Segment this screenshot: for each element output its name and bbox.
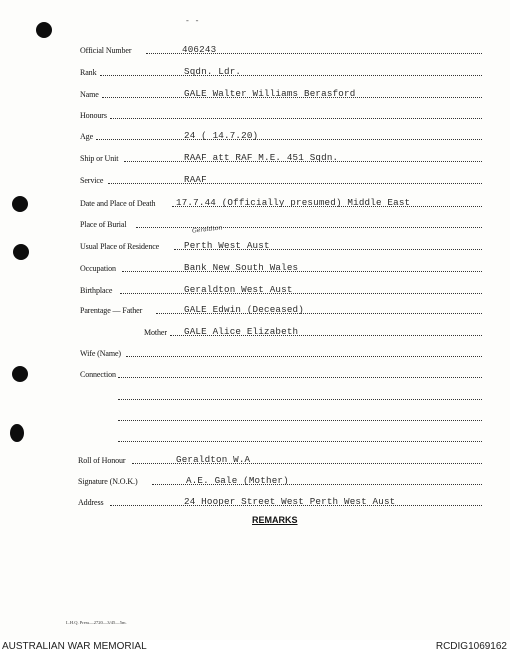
honours-label: Honours xyxy=(80,111,107,120)
field-birthplace xyxy=(80,282,482,296)
field-usual-residence xyxy=(80,238,482,252)
connection-line-4 xyxy=(118,430,482,444)
binder-hole-upper xyxy=(12,196,28,212)
binder-hole-top xyxy=(36,22,52,38)
age-value: 24 ( 14.7.20) xyxy=(184,130,259,141)
field-honours xyxy=(80,107,482,121)
field-official-number xyxy=(80,42,482,56)
field-roll-of-honour xyxy=(78,452,482,466)
birthplace-label: Birthplace xyxy=(80,286,113,295)
service-value: RAAF xyxy=(184,174,207,185)
mother-value: GALE Alice Elizabeth xyxy=(184,326,299,337)
rank-label: Rank xyxy=(80,68,97,77)
connection-line-2 xyxy=(118,388,482,402)
field-wife xyxy=(80,345,482,359)
field-place-of-burial xyxy=(80,216,482,230)
field-parentage-father xyxy=(80,302,482,316)
occupation-label: Occupation xyxy=(80,264,116,273)
printer-imprint: L.H.Q. Press—2720—3/45—5m. xyxy=(66,620,127,625)
field-address xyxy=(78,494,482,508)
binder-hole-bottom xyxy=(10,424,24,442)
footer-record-id: RCDIG1069162 xyxy=(435,641,507,652)
signature-label: Signature (N.O.K.) xyxy=(78,477,138,486)
usual-residence-label: Usual Place of Residence xyxy=(80,242,160,251)
top-mark: - - xyxy=(185,17,200,26)
ship-or-unit-label: Ship or Unit xyxy=(80,154,119,163)
roll-of-honour-value: Geraldton W.A xyxy=(176,454,251,465)
mother-label: Mother xyxy=(144,328,167,337)
field-age xyxy=(80,128,482,142)
name-value: GALE Walter Williams Berasford xyxy=(184,88,356,99)
address-value: 24 Hooper Street West Perth West Aust xyxy=(184,496,396,507)
parentage-father-label: Parentage — Father xyxy=(80,306,143,315)
date-place-death-value: 17.7.44 (Officially presumed) Middle East xyxy=(176,197,411,208)
occupation-value: Bank New South Wales xyxy=(184,262,299,273)
age-label: Age xyxy=(80,132,94,141)
field-service xyxy=(80,172,482,186)
usual-residence-value: Perth West Aust xyxy=(184,240,270,251)
residence-handwritten-annotation: Geraldton xyxy=(191,224,223,235)
connection-label: Connection xyxy=(80,370,116,379)
archive-footer xyxy=(0,640,510,654)
ship-or-unit-value: RAAF att RAF M.E. 451 Sqdn. xyxy=(184,152,339,163)
field-connection xyxy=(80,366,482,380)
field-name xyxy=(80,86,482,100)
remarks-heading: REMARKS xyxy=(252,515,298,525)
parentage-father-value: GALE Edwin (Deceased) xyxy=(184,304,304,315)
field-date-place-of-death xyxy=(80,195,482,209)
service-label: Service xyxy=(80,176,104,185)
wife-label: Wife (Name) xyxy=(80,349,121,358)
rank-value: Sqdn. Ldr. xyxy=(184,66,242,77)
signature-value: A.E. Gale (Mother) xyxy=(186,475,289,486)
address-label: Address xyxy=(78,498,104,507)
birthplace-value: Geraldton West Aust xyxy=(184,284,293,295)
official-number-value: 406243 xyxy=(182,44,217,55)
official-number-label: Official Number xyxy=(80,46,132,55)
date-place-death-label: Date and Place of Death xyxy=(80,199,156,208)
footer-institution: AUSTRALIAN WAR MEMORIAL xyxy=(2,641,147,652)
connection-line-3 xyxy=(118,409,482,423)
place-of-burial-label: Place of Burial xyxy=(80,220,127,229)
field-signature-nok xyxy=(78,473,482,487)
name-label: Name xyxy=(80,90,99,99)
field-occupation xyxy=(80,260,482,274)
field-mother xyxy=(144,324,482,338)
field-ship-or-unit xyxy=(80,150,482,164)
roll-of-honour-label: Roll of Honour xyxy=(78,456,126,465)
binder-hole-middle xyxy=(13,244,29,260)
binder-hole-lower xyxy=(12,366,28,382)
field-rank xyxy=(80,64,482,78)
